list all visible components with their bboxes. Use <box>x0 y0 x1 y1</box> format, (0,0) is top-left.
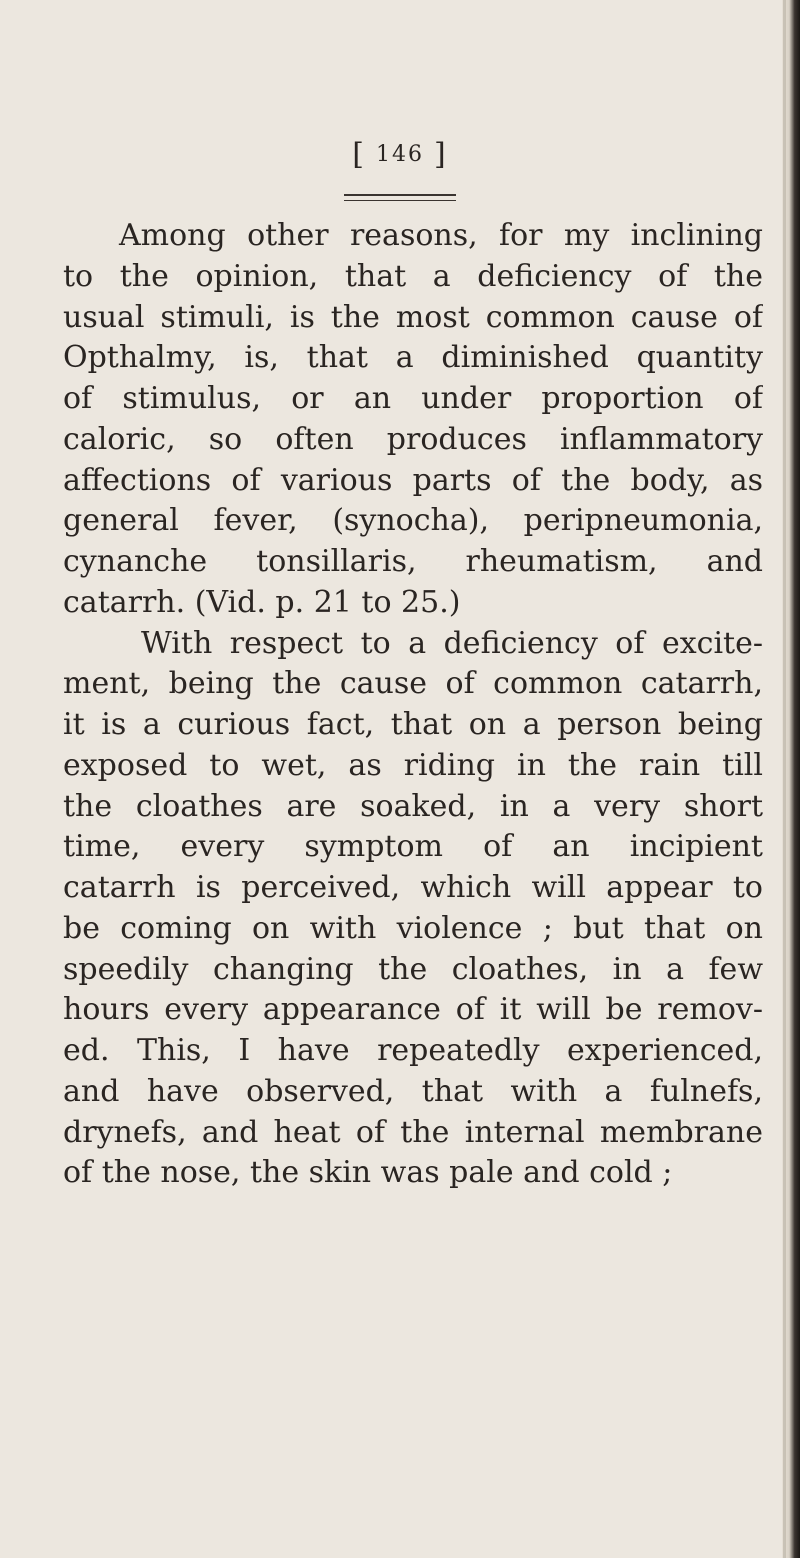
body-text <box>63 216 763 1194</box>
text-line: it is a curious fact, that on a person being <box>63 707 763 742</box>
page-number <box>0 137 800 172</box>
text-line: and have observed, that with a fulnefs, <box>63 1073 763 1109</box>
text-line: hours every appearance of it will be remov- <box>63 992 763 1028</box>
text-line: drynefs, and heat of the internal membrane <box>63 1114 763 1150</box>
header-rule <box>344 194 456 201</box>
text-line: affections of various parts of the body, as <box>63 462 763 498</box>
text-line: ment, being the cause of common catarrh, <box>63 666 763 702</box>
text-line: exposed to wet, as riding in the rain till <box>63 747 763 783</box>
text-line: Among other reasons, for my inclining <box>119 218 763 253</box>
text-line: With respect to a deficiency of excite- <box>141 625 763 661</box>
text-line: usual stimuli, is the most common cause of <box>63 299 763 335</box>
text-line: the cloathes are soaked, in a very short <box>63 788 763 824</box>
text-line: Opthalmy, is, that a diminished quantity <box>63 340 763 376</box>
text-line: general fever, (synocha), peripneumonia, <box>63 503 763 539</box>
page-edge-shadow <box>783 0 786 1558</box>
page-number-close-bracket: ] <box>434 137 448 172</box>
text-line: cynanche tonsillaris, rheumatism, and <box>63 544 763 579</box>
text-line: caloric, so often produces inflammatory <box>63 421 763 457</box>
text-line: ed. This, I have repeatedly experienced, <box>63 1033 763 1068</box>
text-line: time, every symptom of an incipient <box>63 829 763 865</box>
text-line: catarrh. (Vid. p. 21 to 25.) <box>63 584 461 620</box>
page-number-value: 146 <box>376 142 424 167</box>
page-number-open-bracket: [ <box>352 137 366 172</box>
text-line: catarrh is perceived, which will appear to <box>63 870 763 905</box>
text-line: of the nose, the skin was pale and cold ; <box>63 1155 673 1191</box>
text-line: of stimulus, or an under proportion of <box>63 381 763 416</box>
text-line: be coming on with violence ; but that on <box>63 910 763 946</box>
text-line: speedily changing the cloathes, in a few <box>63 951 763 987</box>
text-line: to the opinion, that a deficiency of the <box>63 258 763 294</box>
